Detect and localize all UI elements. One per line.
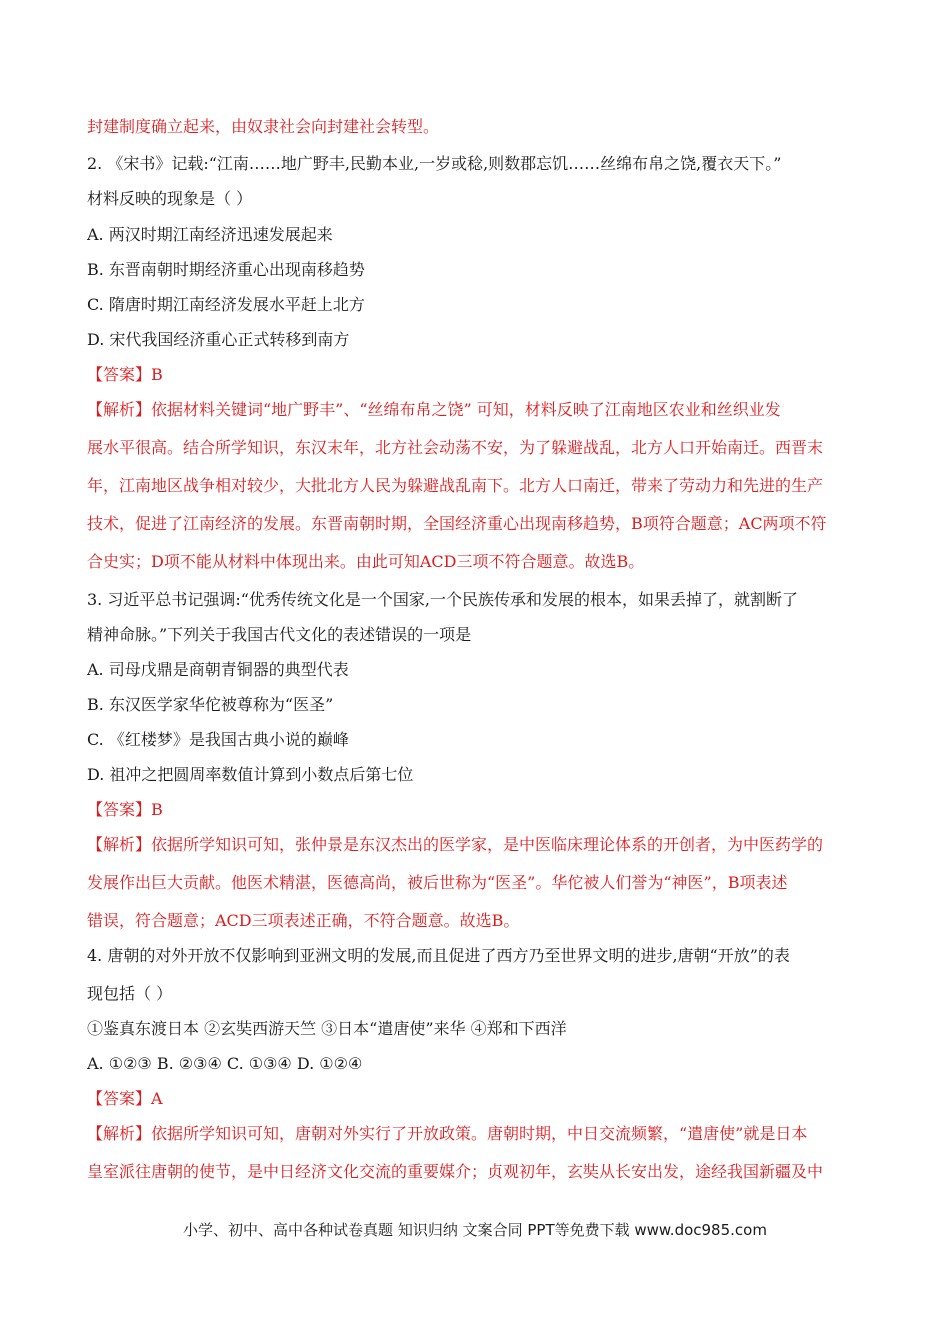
question-3-analysis-line: 错误，符合题意；ACD三项表述正确，不符合题意。故选B。	[87, 911, 520, 930]
question-3-analysis-line: 发展作出巨大贡献。他医术精湛，医德高尚，被后世称为“医圣”。华佗被人们誉为“神医”，B项表述	[87, 873, 788, 892]
question-2-option-d: D. 宋代我国经济重心正式转移到南方	[87, 330, 350, 349]
question-4-options: A. ①②③ B. ②③④ C. ①③④ D. ①②④	[87, 1054, 363, 1073]
question-3-option-c: C. 《红楼梦》是我国古典小说的巅峰	[87, 730, 349, 749]
question-4-items: ①鉴真东渡日本 ②玄奘西游天竺 ③日本“遣唐使”来华 ④郑和下西洋	[87, 1019, 567, 1038]
question-2-option-b: B. 东晋南朝时期经济重心出现南移趋势	[87, 260, 365, 279]
question-3-option-d: D. 祖冲之把圆周率数值计算到小数点后第七位	[87, 765, 414, 784]
question-3-option-b: B. 东汉医学家华佗被尊称为“医圣”	[87, 695, 334, 714]
question-2-stem: 2. 《宋书》记载:“江南……地广野丰,民勤本业,一岁或稔,则数郡忘饥……丝绵布帛之饶,覆衣天下。”	[87, 154, 782, 173]
question-3-stem: 3. 习近平总书记强调:“优秀传统文化是一个国家,一个民族传承和发展的根本，如果丢掉了，就割断了	[87, 590, 799, 609]
question-4-answer: 【答案】A	[87, 1089, 163, 1108]
question-2-analysis-line: 合史实；D项不能从材料中体现出来。由此可知ACD三项不符合题意。故选B。	[87, 552, 645, 571]
question-3-option-a: A. 司母戊鼎是商朝青铜器的典型代表	[87, 660, 349, 679]
question-2-option-a: A. 两汉时期江南经济迅速发展起来	[87, 225, 333, 244]
question-2-analysis-line: 展水平很高。结合所学知识，东汉末年，北方社会动荡不安，为了躲避战乱，北方人口开始南迁。西晋末	[87, 438, 824, 457]
question-2-option-c: C. 隋唐时期江南经济发展水平赶上北方	[87, 295, 365, 314]
question-2-analysis-line: 年，江南地区战争相对较少，大批北方人民为躲避战乱南下。北方人口南迁，带来了劳动力和先进的生产	[87, 476, 824, 495]
question-2-analysis-line: 技术，促进了江南经济的发展。东晋南朝时期，全国经济重心出现南移趋势，B项符合题意；AC两项不符	[87, 514, 827, 533]
question-4-stem-cont: 现包括（ ）	[87, 984, 173, 1003]
page-footer: 小学、初中、高中各种试卷真题 知识归纳 文案合同 PPT等免费下载 www.doc985.com	[183, 1221, 767, 1239]
question-2-stem-cont: 材料反映的现象是（ ）	[87, 189, 253, 208]
question-3-analysis-line: 【解析】依据所学知识可知，张仲景是东汉杰出的医学家，是中医临床理论体系的开创者，为中医药学的	[87, 835, 824, 854]
question-3-stem-cont: 精神命脉。”下列关于我国古代文化的表述错误的一项是	[87, 625, 472, 644]
question-2-answer: 【答案】B	[87, 365, 163, 384]
question-2-analysis-line: 【解析】依据材料关键词“地广野丰”、“丝绵布帛之饶” 可知，材料反映了江南地区农业和丝织业发	[87, 400, 781, 419]
question-4-analysis-line: 皇室派往唐朝的使节，是中日经济文化交流的重要媒介；贞观初年，玄奘从长安出发，途经我国新疆及中	[87, 1162, 824, 1181]
question-4-stem: 4. 唐朝的对外开放不仅影响到亚洲文明的发展,而且促进了西方乃至世界文明的进步,唐朝“开放”的表	[87, 946, 790, 965]
analysis-text-line: 封建制度确立起来，由奴隶社会向封建社会转型。	[87, 117, 440, 136]
question-3-answer: 【答案】B	[87, 800, 163, 819]
question-4-analysis-line: 【解析】依据所学知识可知，唐朝对外实行了开放政策。唐朝时期，中日交流频繁，“遣唐使”就是日本	[87, 1124, 808, 1143]
